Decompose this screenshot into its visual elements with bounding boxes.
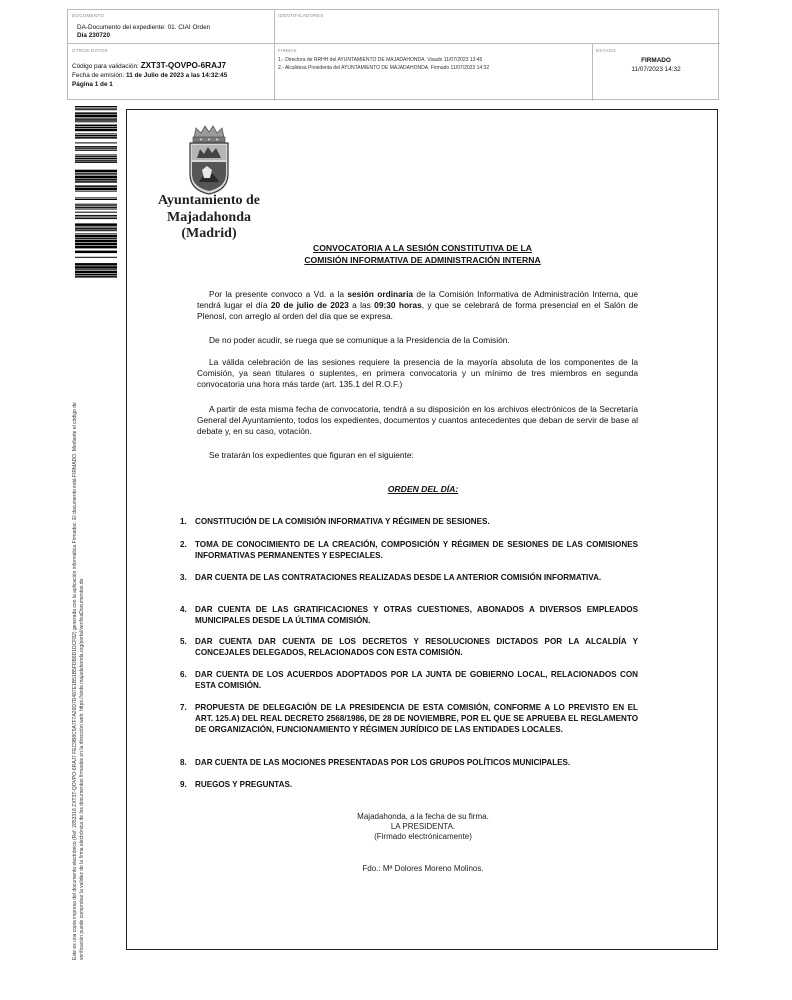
municipality-line2: Majadahonda xyxy=(166,209,252,225)
agenda-item-text: DAR CUENTA DE LOS ACUERDOS ADOPTADOS POR LA JUNTA DE GOBIERNO LOCAL, RELACIONADOS CON ESTA COMISIÓN. xyxy=(195,670,638,690)
agenda-item-text: DAR CUENTA DE LAS MOCIONES PRESENTADAS POR LOS GRUPOS POLÍTICOS MUNICIPALES. xyxy=(195,758,571,767)
estado-date: 11/07/2023 14:32 xyxy=(631,66,681,73)
p1-session-type: sesión ordinaria xyxy=(347,289,414,299)
agenda-item-number: 1. xyxy=(180,517,187,526)
side-text-line1: Este es una copia impresa del documento electrónico (Ref: 2853318 ZXT3T-QOVPO-6RAJ7 FEC9B8C5A7F7A26D7D487E1B51B5FDB8D1DCF82) generada con la aplicación informática Firmadoc. El documento está FIRMADO. Mediante el código de xyxy=(72,402,78,960)
p2-text: De no poder acudir, se ruega que se comunique a la Presidencia de la Comisión. xyxy=(209,335,510,345)
document-title-line2: COMISIÓN INFORMATIVA DE ADMINISTRACIÓN INTERNA xyxy=(304,255,541,265)
barcode-bar xyxy=(75,188,117,191)
codigo-value: ZXT3T-QOVPO-6RAJ7 xyxy=(140,61,227,70)
barcode-bar xyxy=(75,251,117,254)
municipality-line3: (Madrid) xyxy=(181,226,237,241)
side-text-line2: verificación puede comprobar la validez de la firma electrónica de los documentos firmados en la dirección web: https://sede.majadahonda.org/portal/verificaDocumentos.do xyxy=(78,578,85,960)
barcode-bar xyxy=(75,215,117,216)
estado-label: ESTADO xyxy=(596,48,616,53)
codigo-validacion xyxy=(72,62,226,71)
barcode-bar xyxy=(75,158,117,160)
p1-time: 09:30 horas xyxy=(374,300,422,310)
agenda-item-number: 6. xyxy=(180,670,187,679)
documento-line1: DA-Documento del expediente: 01. CIAI Orden xyxy=(77,24,211,31)
barcode-bar xyxy=(75,125,117,127)
barcode-bar xyxy=(75,238,117,239)
agenda-item-number: 8. xyxy=(180,758,187,767)
barcode-bar xyxy=(75,119,117,121)
barcode-bar xyxy=(75,227,117,228)
barcode-bar xyxy=(75,155,117,156)
barcode-bar xyxy=(75,199,117,200)
fecha-prefix: Fecha de emisión: xyxy=(72,72,125,79)
agenda-item-number: 5. xyxy=(180,637,187,646)
barcode-bar xyxy=(75,228,117,230)
agenda-item xyxy=(180,670,638,692)
barcode-bar xyxy=(75,106,117,107)
validation-barcode xyxy=(75,106,117,278)
barcode-bar xyxy=(75,109,117,110)
documento-label: DOCUMENTO xyxy=(72,13,105,18)
identificadores-label: IDENTIFICADORES xyxy=(278,13,324,18)
barcode-bar xyxy=(75,146,117,148)
agenda-item xyxy=(180,517,638,528)
barcode-bar xyxy=(75,118,117,119)
barcode-bar xyxy=(75,160,117,161)
orden-del-dia-title: ORDEN DEL DÍA: xyxy=(387,484,459,494)
p1-text-c: de la Comisión Informativa de Administración Interna, que tendrá lugar el día xyxy=(197,289,638,310)
barcode-bar xyxy=(75,135,117,137)
firmas-label: FIRMAS xyxy=(278,48,297,53)
agenda-item-number: 4. xyxy=(180,605,187,614)
fecha-emision xyxy=(72,72,227,80)
barcode-bar xyxy=(75,161,117,163)
paragraph-quorum xyxy=(197,357,638,390)
barcode-bar xyxy=(75,230,117,231)
signature-block xyxy=(300,812,546,842)
barcode-bar xyxy=(75,173,117,174)
otros-datos-label: OTROS DATOS xyxy=(72,48,108,53)
agenda-item xyxy=(180,605,638,627)
barcode-bar xyxy=(75,218,117,219)
agenda-item-text: CONSTITUCIÓN DE LA COMISIÓN INFORMATIVA Y RÉGIMEN DE SESIONES. xyxy=(195,517,490,526)
barcode-bar xyxy=(75,133,117,134)
barcode-bar xyxy=(75,174,117,175)
p3-text: La válida celebración de las sesiones requiere la presencia de la mayoría absoluta de los componentes de la Comisión, ya sean titulares o suplentes, en primera convocatoria y un mínimo de tres miembros en segunda convocatoria una hora más tarde (art. 135.1 del R.O.F.) xyxy=(197,357,638,389)
codigo-prefix: Código para validación: xyxy=(72,63,139,70)
paragraph-absence xyxy=(197,335,638,346)
p1-text-g: , y que se celebrará de forma presencial en el Salón de Plenosl, con arreglo al orden del día que se expresa. xyxy=(197,300,638,321)
barcode-bar xyxy=(75,181,117,183)
pagina: Página 1 de 1 xyxy=(72,81,113,88)
barcode-bar xyxy=(75,240,117,243)
agenda-item-number: 2. xyxy=(180,540,187,549)
p1-text-e: a las xyxy=(348,300,375,310)
barcode-bar xyxy=(75,129,117,132)
agenda-item xyxy=(180,758,638,769)
agenda-item-number: 7. xyxy=(180,703,187,712)
agenda-item xyxy=(180,703,638,735)
barcode-bar xyxy=(75,274,117,276)
coat-of-arms-icon xyxy=(182,124,236,196)
barcode-bar xyxy=(75,197,117,198)
header-divider xyxy=(274,10,275,101)
agenda-item-text: RUEGOS Y PREGUNTAS. xyxy=(195,780,293,789)
agenda-item-text: DAR CUENTA DE LAS GRATIFICACIONES Y OTRAS CUESTIONES, ABONADOS A DIVERSOS EMPLEADOS MUNICIPALES DESDE LA ÚLTIMA COMISIÓN. xyxy=(195,605,638,625)
barcode-bar xyxy=(75,185,117,187)
agenda-item xyxy=(180,637,638,659)
signature-place-date: Majadahonda, a la fecha de su firma. xyxy=(357,812,489,821)
barcode-bar xyxy=(75,150,117,151)
p5-text: Se tratarán los expedientes que figuran en el siguiente: xyxy=(209,450,414,460)
barcode-bar xyxy=(75,108,117,109)
barcode-bar xyxy=(75,127,117,129)
barcode-bar xyxy=(75,207,117,208)
p1-date: 20 de julio de 2023 xyxy=(270,300,349,310)
header-divider xyxy=(68,43,720,44)
barcode-bar xyxy=(75,257,117,258)
barcode-bar xyxy=(75,115,117,118)
signature-fdo: Fdo.: Mª Dolores Moreno Molinos. xyxy=(362,864,484,873)
p1-text-a: Por la presente convoco a Vd. a la xyxy=(209,289,348,299)
barcode-bar xyxy=(75,263,117,266)
agenda-item xyxy=(180,540,638,562)
barcode-bar xyxy=(75,205,117,206)
agenda-item xyxy=(180,780,638,791)
barcode-bar xyxy=(75,276,117,278)
estado-value: FIRMADO xyxy=(641,57,671,64)
barcode-bar xyxy=(75,243,117,246)
agenda-item xyxy=(180,573,638,584)
barcode-bar xyxy=(75,269,117,270)
barcode-bar xyxy=(75,156,117,157)
municipality-name xyxy=(150,193,268,243)
barcode-bar xyxy=(75,233,117,234)
barcode-bar xyxy=(75,121,117,122)
side-verification-text xyxy=(72,295,85,960)
agenda-item-number: 9. xyxy=(180,780,187,789)
agenda-item-text: PROPUESTA DE DELEGACIÓN DE LA PRESIDENCIA DE ESTA COMISIÓN, CONFORME A LO PREVISTO EN EL ART. 125.A) DEL REAL DECRETO 2568/1986, DE 28 DE NOVIEMBRE, POR EL QUE SE APRUEBA EL REGLAMENTO DE ORGANIZACIÓN, FUNCIONAMIENTO Y RÉGIMEN JURÍDICO DE LAS ENTIDADES LOCALES. xyxy=(195,703,638,734)
agenda-item-text: DAR CUENTA DAR CUENTA DE LOS DECRETOS Y RESOLUCIONES DICTADOS POR LA ALCALDÍA Y CONCEJALES DELEGADOS, RELACIONADOS CON ESTA COMISIÓN. xyxy=(195,637,638,657)
barcode-bar xyxy=(75,179,117,181)
barcode-bar xyxy=(75,223,117,226)
document-title-line1: CONVOCATORIA A LA SESIÓN CONSTITUTIVA DE LA xyxy=(313,243,532,253)
municipality-line1: Ayuntamiento de xyxy=(157,193,261,208)
barcode-bar xyxy=(75,217,117,218)
fecha-value: 11 de Julio de 2023 a las 14:32:45 xyxy=(126,72,228,79)
paragraph-convocatoria xyxy=(197,289,638,322)
barcode-bar xyxy=(75,148,117,149)
signature-electronic: (Firmado electrónicamente) xyxy=(374,832,472,841)
barcode-bar xyxy=(75,235,117,238)
barcode-bar xyxy=(75,271,117,274)
barcode-bar xyxy=(75,176,117,179)
paragraph-archives xyxy=(197,404,638,437)
barcode-bar xyxy=(75,170,117,173)
agenda-item-text: DAR CUENTA DE LAS CONTRATACIONES REALIZADAS DESDE LA ANTERIOR COMISIÓN INFORMATIVA. xyxy=(195,573,602,582)
document-header xyxy=(67,9,719,100)
documento-line2: Día 230720 xyxy=(77,32,111,39)
barcode-bar xyxy=(75,112,117,114)
firma-2: 2.- Alcaldesa Presidenta del AYUNTAMIENTO DE MAJADAHONDA. Firmado 11/07/2023 14:32 xyxy=(278,65,490,71)
p4-text: A partir de esta misma fecha de convocatoria, tendrá a su disposición en los archivos electrónicos de la Secretaría General del Ayuntamiento, todos los expedientes, documentos y cuantos antecedentes que deban de servir de base al debate y, en su caso, votación. xyxy=(197,404,638,436)
barcode-bar xyxy=(75,246,117,249)
barcode-bar xyxy=(75,212,117,213)
paragraph-expedientes xyxy=(197,450,638,461)
barcode-bar xyxy=(75,209,117,210)
agenda-item-number: 3. xyxy=(180,573,187,582)
barcode-bar xyxy=(75,266,117,269)
barcode-bar xyxy=(75,191,117,192)
barcode-bar xyxy=(75,137,117,139)
barcode-bar xyxy=(75,142,117,143)
agenda-item-text: TOMA DE CONOCIMIENTO DE LA CREACIÓN, COMPOSICIÓN Y RÉGIMEN DE SESIONES DE LAS COMISIONES INFORMATIVAS PERMANENTES Y ESPECIALES. xyxy=(195,540,638,560)
barcode-bar xyxy=(75,204,117,205)
firma-1: 1.- Directora de RRHH del AYUNTAMIENTO DE MAJADAHONDA. Visado 11/07/2023 13:45 xyxy=(278,57,483,63)
signature-role: LA PRESIDENTA. xyxy=(390,822,456,831)
